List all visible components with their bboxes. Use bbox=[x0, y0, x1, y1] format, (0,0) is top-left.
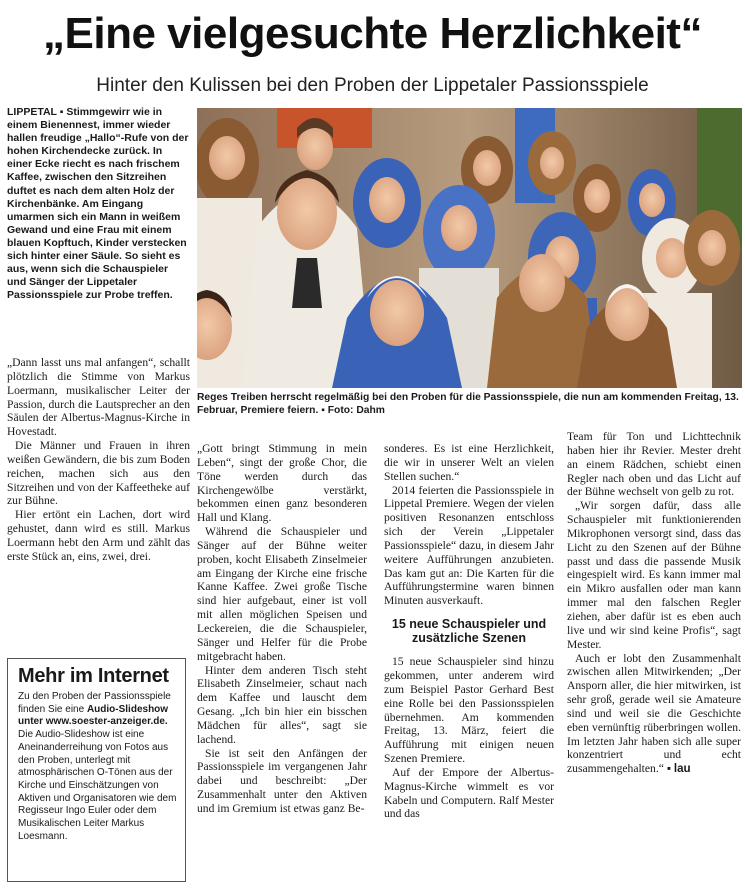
photo-credit: Foto: Dahm bbox=[327, 404, 385, 416]
author-marker: ▪ bbox=[666, 762, 671, 776]
paragraph: Hier ertönt ein Lachen, dort wird gehustet, dann wird es still. Markus Loermann hebt den Arm und zählt das erste Stück an, eins, zwei, drei. bbox=[7, 508, 190, 563]
photo-caption bbox=[197, 392, 742, 417]
caption-marker: ▪ bbox=[321, 404, 325, 416]
headline: „Eine vielgesuchte Herzlichkeit“ bbox=[43, 9, 702, 58]
paragraph: Die Männer und Frauen in ihren weißen Gewändern, die bis zum Boden reichen, machen sich aus den Sitzreihen und von der Kaffeetheke auf zur Bühne. bbox=[7, 439, 190, 508]
dateline-marker: ▪ bbox=[59, 106, 64, 118]
paragraph: 15 neue Schauspieler sind hinzu gekommen, unter anderem wird zum Beispiel Pastor Gerhard Best eine Rolle bei den Passionsspielen übernehmen. Am kommenden Freitag, 13. März, feiert die Aufführung mit einigen neuen Szenen Premiere. bbox=[384, 655, 554, 766]
column-4 bbox=[567, 430, 741, 776]
paragraph: 2014 feierten die Passionsspiele in Lippetal Premiere. Wegen der vielen positiven Resonanzen entschloss sich der Verein „Lippetaler Passionsspiele“ dazu, in diesem Jahr weitere Aufführungen anzubieten. Das kam gut an: Die Karten für die Aufführungstermine waren binnen Minuten ausverkauft. bbox=[384, 483, 554, 608]
paragraph: Während die Schauspieler und Sänger auf der Bühne weiter proben, kocht Elisabeth Zinselmeier am Eingang der Kirche eine frische Kanne Kaffee. Zwei große Tische sind hier aufgebaut, einer ist voll mit allen möglichen Speisen und Leckereien, die die Schauspieler, Sänger und Helfer für die Probe mitgebracht haben. bbox=[197, 525, 367, 663]
column-1 bbox=[7, 356, 190, 564]
rehearsal-photo bbox=[197, 108, 742, 388]
column-3 bbox=[384, 442, 554, 821]
paragraph: Team für Ton und Lichttechnik haben hier ihr Revier. Mester dreht an einem Rädchen, schiebt einen Regler nach oben und das Licht auf der Bühne wechselt von gelb zu rot. bbox=[567, 430, 741, 499]
caption-text: Reges Treiben herrscht regelmäßig bei den Proben für die Passionsspiele, die nun am kommenden Freitag, 13. Februar, Premiere feiern. bbox=[197, 392, 739, 416]
info-box-text bbox=[18, 691, 177, 843]
lead-text: Stimmgewirr wie in einem Bienennest, immer wieder hallen freudige „Hallo“-Rufe von der hohen Kirchendecke zurück. In einer Ecke riecht es nach frischem Kaffee, zwischen den Sitzreihen duftet es nach dem alten Holz der Kirchenbänke. Am Eingang umarmen sich ein Mann in weißem Gewand und eine Frau mit einem blauen Kopftuch, Kinder verstecken sich hinter einer Säule. So sieht es aus, wenn sich die Schauspieler und Sänger der Lippetaler Passionsspiele zur Probe treffen. bbox=[7, 106, 189, 302]
lead-paragraph bbox=[7, 106, 190, 302]
subheadline: Hinter den Kulissen bei den Proben der Lippetaler Passionsspiele bbox=[96, 75, 649, 96]
info-box-text-1: Zu den Proben der Passionsspiele finden Sie eine bbox=[18, 691, 171, 715]
paragraph-text: Auch er lobt den Zusammenhalt zwischen allen Mitwirkenden; „Der Ansporn aller, die hier mitwirken, ist sehr groß, gerade weil sie Amateure sind und weil sie die Geschichte eben vernünftig rüberbringen wollen. Im letzten Jahr haben sich alle super konzentriert und echt zusammengehalten.“ bbox=[567, 651, 741, 776]
dateline: LIPPETAL bbox=[7, 106, 57, 118]
paragraph: „Dann lasst uns mal anfangen“, schallt plötzlich die Stimme von Markus Loermann, musikalischer Leiter der Passion, durch die Lautsprecher an den Säulen der Albertus-Magnus-Kirche in Hovestadt. bbox=[7, 356, 190, 439]
section-subheading: 15 neue Schauspieler und zusätzliche Szenen bbox=[391, 617, 547, 646]
info-box-title: Mehr im Internet bbox=[18, 665, 169, 687]
column-2 bbox=[197, 442, 367, 816]
paragraph: Sie ist seit den Anfängen der Passionsspiele im vergangenen Jahr dabei und beschreibt: „Der Zusammenhalt unter den Aktiven und im Gremium ist etwas ganz Be- bbox=[197, 746, 367, 815]
paragraph: sonderes. Es ist eine Herzlichkeit, die wir in unserer Welt an vielen Stellen suchen.“ bbox=[384, 442, 554, 483]
info-box bbox=[7, 658, 186, 882]
author-initials: lau bbox=[673, 762, 691, 776]
paragraph: Hinter dem anderen Tisch steht Elisabeth Zinselmeier, schaut nach dem Kaffee und lauscht dem Gesang. „Ich bin hier ein bisschen Mädchen für alles“, sagt sie lachend. bbox=[197, 663, 367, 746]
paragraph: „Wir sorgen dafür, dass alle Schauspieler mit funktionierenden Mikrophonen versorgt sind, dass das Licht zu den Szenen auf der Bühne passt und dass die passende Musik eingespielt wird. Es kann immer mal ein Mikro ausfallen oder man kann immer mal den falschen Regler ziehen, aber dafür ist es eben auch live und wir sind keine Profis“, sagt Mester. bbox=[567, 499, 741, 651]
info-box-text-2: Die Audio-Slideshow ist eine Aneinanderreihung von Fotos aus den Proben, unterlegt mit atmosphärischen O-Tönen aus der Kirche und Einschätzungen von Aktiven und Organisatoren wie dem Regisseur Ingo Euler oder dem Musikalischen Leiter Markus Loesmann. bbox=[18, 729, 177, 842]
paragraph: Auf der Empore der Albertus-Magnus-Kirche wimmelt es vor Kabeln und Computern. Ralf Mester und das bbox=[384, 765, 554, 821]
paragraph bbox=[567, 652, 741, 777]
paragraph: „Gott bringt Stimmung in mein Leben“, singt der große Chor, die Töne werden durch das Kirchengewölbe verstärkt, bekommen einen ganz besonderen Hall und Klang. bbox=[197, 442, 367, 525]
audio-slideshow-link[interactable]: Audio-Slideshow unter www.soester-anzeiger.de. bbox=[18, 703, 169, 728]
